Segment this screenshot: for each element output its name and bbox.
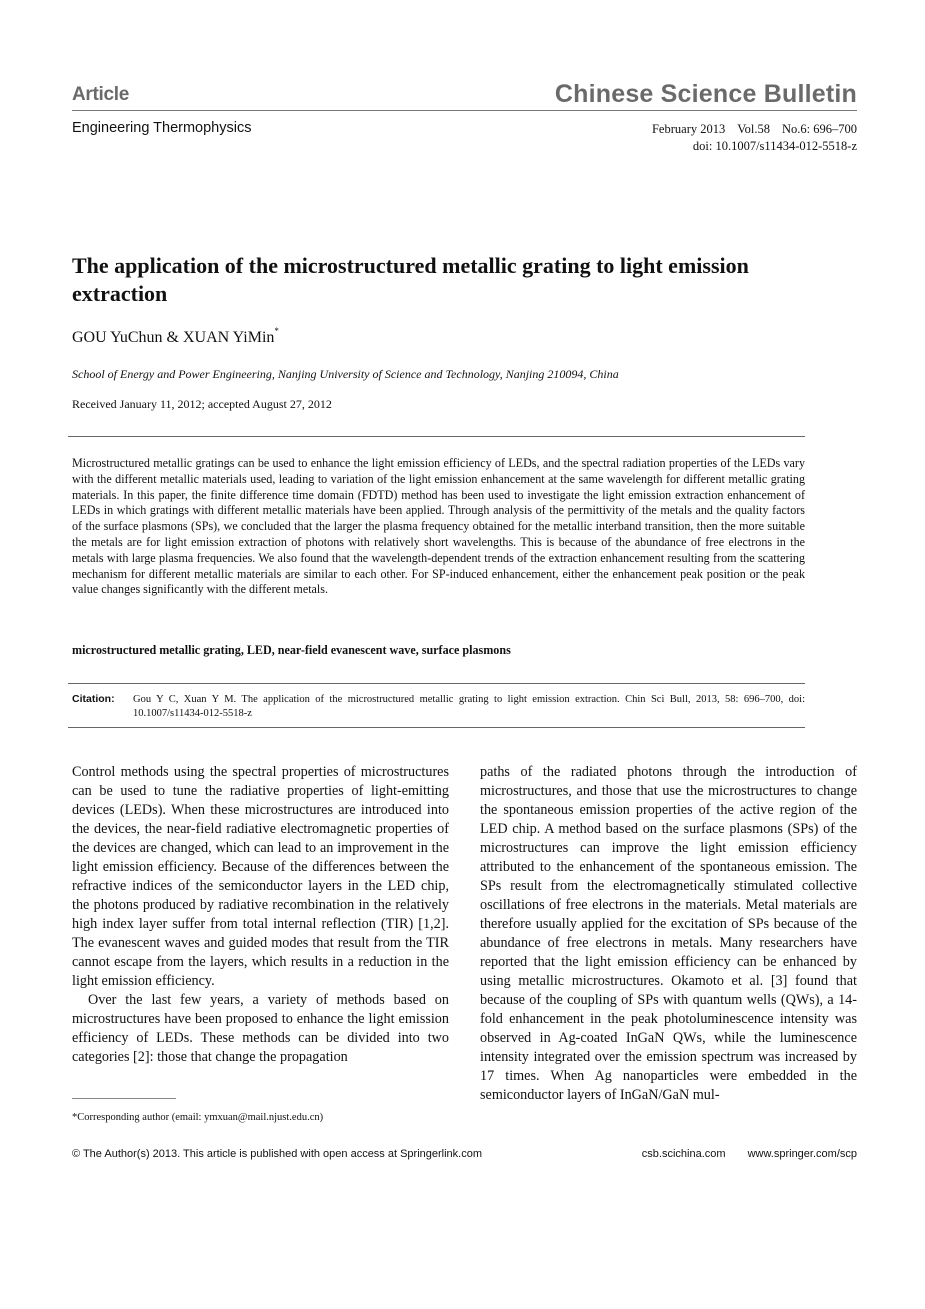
journal-name: Chinese Science Bulletin <box>554 80 857 108</box>
body-paragraph: Control methods using the spectral properties of microstructures can be used to tune the radiative properties of light-emitting devices (LEDs). When these microstructures are introduced into the devices, the near-field radiative electromagnetic properties of the devices are changed, which can lead to an improvement in the light emission efficiency. Because of the differences between the refractive indices of the semiconductor layers in the LED chip, the photons produced by radiative recombination in the relatively high index layer suffer from total internal reflection (TIR) [1,2]. The evanescent waves and guided modes that result from the TIR cannot escape from the layers, which results in a reduction in the light emission efficiency. <box>72 764 449 989</box>
body-paragraph: Over the last few years, a variety of methods based on microstructures have been proposed to enhance the light emission efficiency of LEDs. These methods can be divided into two categories [2]: those that change the propagation <box>72 992 449 1065</box>
issue-line <box>652 121 857 138</box>
footer-link-csb[interactable]: csb.scichina.com <box>641 1148 726 1160</box>
issue-meta <box>652 121 857 155</box>
corresponding-mark: * <box>274 326 279 336</box>
citation-label: Citation: <box>72 693 115 705</box>
article-type-label: Article <box>72 84 130 105</box>
body-paragraph: paths of the radiated photons through the introduction of microstructures, and those that use the microstructures to change the spontaneous emission properties of the active region of the LED chip. A method based on the surface plasmons (SPs) of the microstructures can improve the light emission efficiency attributed to the enhancement of the spontaneous emission. The SPs result from the electromagnetically stimulated collective oscillations of free electrons in the materials. Metal materials are therefore usually applied for the excitation of SPs because of the abundance of free electrons in metals. Many researchers have reported that the light emission efficiency can be enhanced by using metallic microstructures. Okamoto et al. [3] found that because of the coupling of SPs with quantum wells (QWs), a 14-fold enhancement in the peak photoluminescence intensity was observed in Ag-coated InGaN QWs, while the luminescence intensity integrated over the emission spectrum was increased by 17 times. When Ag nanoparticles were embedded in the semiconductor layers of InGaN/GaN mul- <box>480 764 857 1103</box>
issue-date: February 2013 <box>651 122 726 136</box>
citation-text: Gou Y C, Xuan Y M. The application of the microstructured metallic grating to light emission extraction. Chin Sci Bull, 2013, 58: 696‒700, doi: 10.1007/s11434-012-5518-z <box>133 694 805 719</box>
author-names: GOU YuChun & XUAN YiMin <box>72 329 275 346</box>
keywords: microstructured metallic grating, LED, near-field evanescent wave, surface plasmons <box>72 643 511 657</box>
abstract-top-rule <box>68 436 805 437</box>
abstract: Microstructured metallic gratings can be used to enhance the light emission efficiency of LEDs, and the spectral radiation properties of the LEDs vary with the different metallic materials used, leading to variation of the light emission enhancement at the same wavelength for different metallic grating materials. In this paper, the finite difference time domain (FDTD) method has been used to investigate the light emission extraction enhancement of LEDs in which gratings with different metallic materials have been applied. Through analysis of the permittivity of the metals and the quality factors of the surface plasmons (SPs), we concluded that the larger the plasma frequency obtained for the metallic interband transition, then the more suitable the metals are for light emission extraction of photons with relatively short wavelengths. This is because of the abundance of free electrons in the metals with large plasma frequencies. We also found that the wavelength-dependent trends of the extraction enhancement resulting from the scattering mechanism for different metallic materials are similar to each other. For SP-induced enhancement, either the enhancement peak position or the peak value changes significantly with the different metals. <box>72 456 805 597</box>
footnote-rule <box>72 1098 176 1099</box>
body-right-column <box>480 763 857 1105</box>
citation-top-rule <box>68 683 805 684</box>
header-rule <box>72 110 857 111</box>
body-left-column <box>72 763 449 1067</box>
authors <box>72 326 279 347</box>
affiliation: School of Energy and Power Engineering, Nanjing University of Science and Technology, Nanjing 210094, China <box>72 367 619 381</box>
footer-links <box>642 1148 857 1160</box>
doi: doi: 10.1007/s11434-012-5518-z <box>692 139 857 153</box>
footer-link-springer[interactable]: www.springer.com/scp <box>747 1148 857 1160</box>
copyright-notice: © The Author(s) 2013. This article is published with open access at Springerlink.com <box>72 1148 483 1160</box>
issue-pages: No.6: 696‒700 <box>782 122 857 136</box>
issue-volume: Vol.58 <box>737 122 770 136</box>
section-label: Engineering Thermophysics <box>72 120 252 136</box>
corresponding-author-footnote: *Corresponding author (email: ymxuan@mail.njust.edu.cn) <box>72 1112 324 1123</box>
article-title: The application of the microstructured metallic grating to light emission extraction <box>72 253 749 306</box>
citation-bottom-rule <box>68 727 805 728</box>
received-dates: Received January 11, 2012; accepted August 27, 2012 <box>72 397 332 411</box>
